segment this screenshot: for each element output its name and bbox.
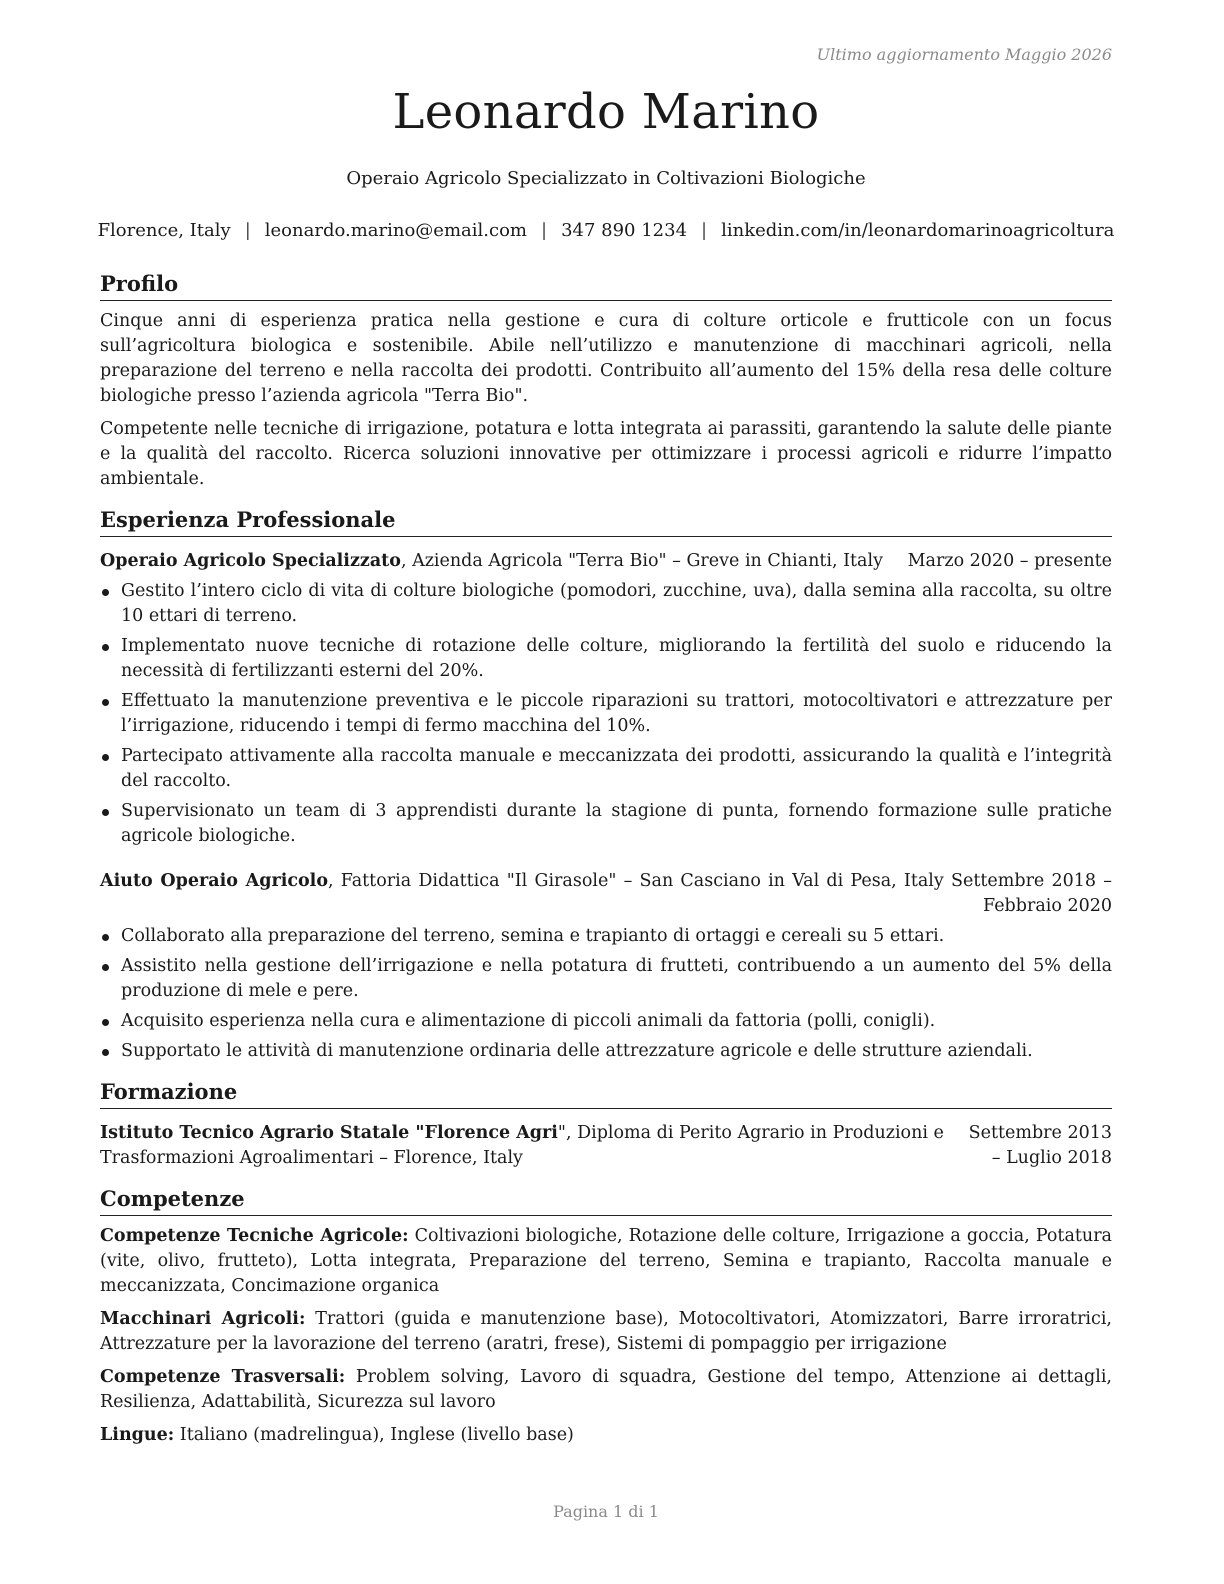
bullet-icon — [102, 934, 109, 941]
bullet-text: Supportato le attività di manutenzione ordinaria delle attrezzature agricole e delle strutture aziendali. — [121, 1041, 1033, 1061]
bullet-text: Supervisionato un team di 3 apprendisti durante la stagione di punta, fornendo formazione sulle pratiche agricole biologiche. — [121, 801, 1112, 846]
contact-separator: | — [540, 220, 548, 241]
job-date: Marzo 2020 – presente — [907, 551, 1112, 571]
section-title: Profilo — [100, 270, 1112, 301]
job-place: , Fattoria Didattica "Il Girasole" – San Casciano in Val di Pesa, Italy — [328, 871, 944, 891]
list-item — [100, 924, 1112, 949]
skill-label: Macchinari Agricoli: — [100, 1309, 306, 1329]
education-section — [100, 1078, 1112, 1171]
bullet-icon — [102, 1019, 109, 1026]
contact-email[interactable]: leonardo.marino@email.com — [264, 220, 527, 241]
candidate-name: Leonardo Marino — [392, 84, 820, 140]
section-title: Formazione — [100, 1078, 1112, 1109]
resume-page — [97, 0, 1115, 1584]
profile-paragraph: Cinque anni di esperienza pratica nella gestione e cura di colture orticole e frutticole con un focus sull’agricoltura biologica e sostenibile. Abile nell’utilizzo e manutenzione di macchinari agricoli, nella preparazione del terreno e nella raccolta dei prodotti. Contribuito all’aumento del 15% della resa delle colture biologiche presso l’azienda agricola "Terra Bio". — [100, 311, 1112, 406]
skill-group — [100, 1423, 1112, 1448]
experience-section — [100, 506, 1112, 1064]
skill-label: Lingue: — [100, 1425, 175, 1445]
job-title: Operaio Agricolo Specializzato in Coltivazioni Biologiche — [346, 168, 866, 189]
degree: , Diploma di Perito Agrario in Produzioni e Trasformazioni Agroalimentari – Florence, Italy — [100, 1123, 944, 1168]
job-header — [100, 549, 1112, 574]
bullet-text: Gestito l’intero ciclo di vita di colture biologiche (pomodori, zucchine, uva), dalla semina alla raccolta, su oltre 10 ettari di terreno. — [121, 581, 1112, 626]
bullet-icon — [102, 1049, 109, 1056]
contact-phone: 347 890 1234 — [561, 220, 688, 241]
job-date: Settembre 2018 – Febbraio 2020 — [951, 871, 1112, 916]
profile-paragraph: Competente nelle tecniche di irrigazione, potatura e lotta integrata ai parassiti, garantendo la salute delle piante e la qualità del raccolto. Ricerca soluzioni innovative per ottimizzare i processi agricoli e ridurre l’impatto ambientale. — [100, 419, 1112, 489]
skills-section — [100, 1185, 1112, 1448]
bullet-text: Acquisito esperienza nella cura e alimentazione di piccoli animali da fattoria (polli, conigli). — [121, 1011, 936, 1031]
skill-group — [100, 1224, 1112, 1299]
section-title: Esperienza Professionale — [100, 506, 1112, 537]
education-details — [100, 1121, 965, 1171]
last-updated: Ultimo aggiornamento Maggio 2026 — [816, 45, 1112, 64]
school-name-suffix: " — [557, 1123, 566, 1143]
school-name: Florence Agri — [424, 1123, 558, 1143]
contact-city: Florence, Italy — [97, 220, 231, 241]
job-role: Aiuto Operaio Agricolo — [100, 871, 328, 891]
bullet-icon — [102, 699, 109, 706]
skill-text: Problem solving, Lavoro di squadra, Gestione del tempo, Attenzione ai dettagli, Resilienza, Adattabilità, Sicurezza sul lavoro — [100, 1367, 1112, 1412]
job-role: Operaio Agricolo Specializzato — [100, 551, 401, 571]
skill-text: Trattori (guida e manutenzione base), Motocoltivatori, Atomizzatori, Barre irroratrici, Attrezzature per la lavorazione del terreno (aratri, frese), Sistemi di pompaggio per irrigazione — [100, 1309, 1112, 1354]
skill-text: Coltivazioni biologiche, Rotazione delle colture, Irrigazione a goccia, Potatura (vite, olivo, frutteto), Lotta integrata, Preparazione del terreno, Semina e trapianto, Raccolta manuale e meccanizzata, Concimazione organica — [100, 1226, 1112, 1296]
skill-group — [100, 1307, 1112, 1357]
skill-text: Italiano (madrelingua), Inglese (livello base) — [174, 1425, 574, 1445]
list-item — [100, 1039, 1112, 1064]
school-name-prefix: Istituto Tecnico Agrario Statale " — [100, 1123, 425, 1143]
bullet-text: Collaborato alla preparazione del terreno, semina e trapianto di ortaggi e cereali su 5 ettari. — [121, 926, 945, 946]
section-title: Competenze — [100, 1185, 1112, 1216]
contact-separator: | — [244, 220, 251, 241]
page-number: Pagina 1 di 1 — [553, 1502, 659, 1521]
contact-separator: | — [701, 220, 708, 241]
list-item — [100, 579, 1112, 629]
bullet-text: Assistito nella gestione dell’irrigazione e nella potatura di frutteti, contribuendo a un aumento del 5% della produzione di mele e pere. — [121, 956, 1112, 1001]
job-place: , Azienda Agricola "Terra Bio" – Greve in Chianti, Italy — [400, 551, 883, 571]
list-item — [100, 954, 1112, 1004]
job-bullets — [100, 579, 1112, 849]
bullet-text: Partecipato attivamente alla raccolta manuale e meccanizzata dei prodotti, assicurando la qualità e l’integrità del raccolto. — [121, 746, 1112, 791]
bullet-icon — [102, 809, 109, 816]
job-header — [100, 869, 1112, 919]
list-item — [100, 634, 1112, 684]
bullet-icon — [102, 644, 109, 651]
skill-label: Competenze Tecniche Agricole: — [100, 1226, 409, 1246]
bullet-icon — [102, 589, 109, 596]
profile-section — [100, 270, 1112, 492]
list-item — [100, 1009, 1112, 1034]
bullet-text: Effettuato la manutenzione preventiva e le piccole riparazioni su trattori, motocoltivatori e attrezzature per l’irrigazione, riducendo i tempi di fermo macchina del 10%. — [121, 691, 1112, 736]
education-date: Settembre 2013 – Luglio 2018 — [968, 1123, 1112, 1168]
list-item — [100, 744, 1112, 794]
job-bullets — [100, 924, 1112, 1064]
contact-line — [80, 220, 1132, 241]
bullet-icon — [102, 964, 109, 971]
list-item — [100, 689, 1112, 739]
skill-group — [100, 1365, 1112, 1415]
skill-label: Competenze Trasversali: — [100, 1367, 346, 1387]
bullet-icon — [102, 754, 109, 761]
job-role-line — [100, 549, 883, 574]
bullet-text: Implementato nuove tecniche di rotazione delle colture, migliorando la fertilità del suolo e riducendo la necessità di fertilizzanti esterni del 20%. — [121, 636, 1112, 681]
list-item — [100, 799, 1112, 849]
education-entry — [100, 1121, 1112, 1171]
contact-linkedin[interactable]: linkedin.com/in/leonardomarinoagricoltura — [721, 220, 1115, 241]
resume-body — [100, 270, 1112, 1448]
